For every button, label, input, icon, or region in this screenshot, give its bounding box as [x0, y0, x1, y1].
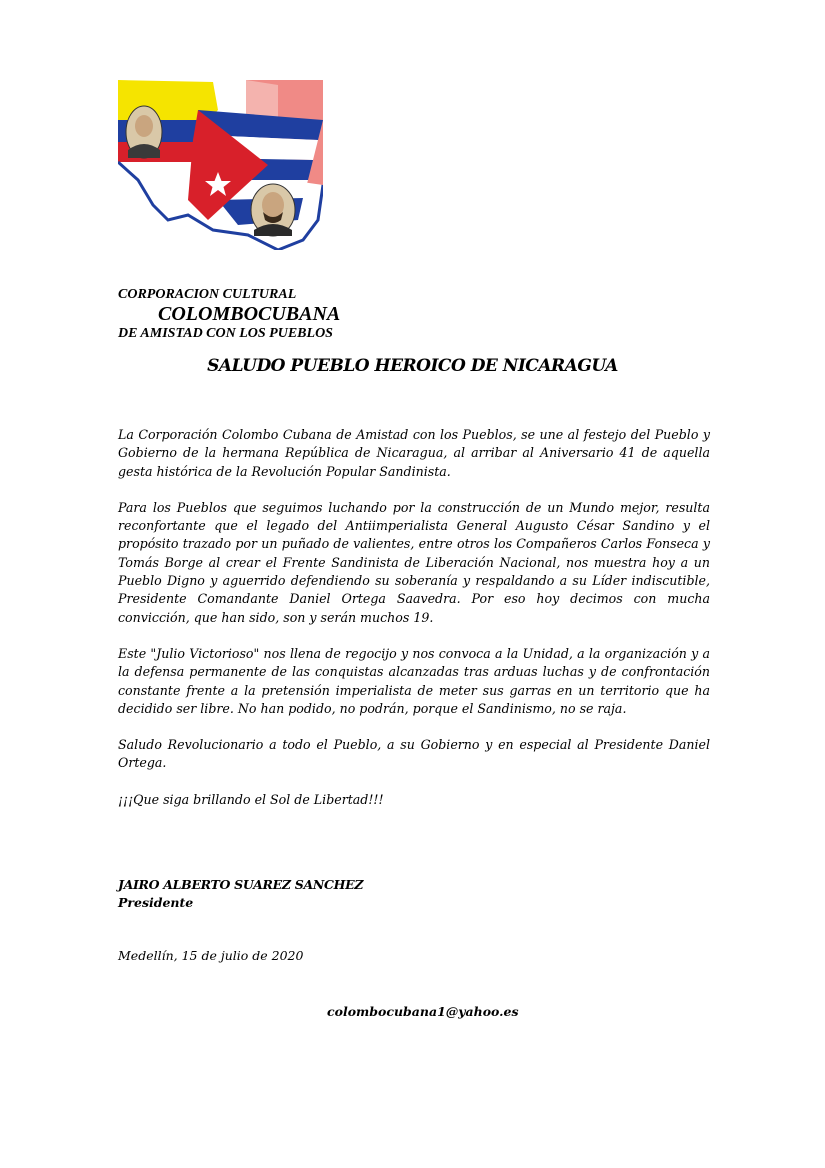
- letter-body: [118, 426, 710, 827]
- contact-email[interactable]: colombocubana1@yahoo.es: [327, 1004, 519, 1019]
- closing-exclamation: ¡¡¡Que siga brillando el Sol de Libertad!!!: [118, 791, 384, 807]
- signature-block: [118, 876, 363, 912]
- place-date: Medellín, 15 de julio de 2020: [118, 948, 304, 963]
- paragraph: La Corporación Colombo Cubana de Amistad con los Pueblos, se une al festejo del Pueblo y Gobierno de la hermana República de Nicaragua, al arribar al Aniversario 41 de aquella gesta histórica de la Revolución Popular Sandinista.: [118, 427, 710, 479]
- paragraph: Este "Julio Victorioso" nos llena de regocijo y nos convoca a la Unidad, a la organización y a la defensa permanente de las conquistas alcanzadas tras arduas luchas y de confrontación constante frente a la pretensión imperialista de meter sus garras en un territorio que ha decidido ser libre. No han podido, no podrán, porque el Sandinismo, no se raja.: [118, 645, 710, 716]
- signer-role: Presidente: [118, 895, 194, 910]
- org-logo: [118, 80, 323, 250]
- paragraph: Para los Pueblos que seguimos luchando por la construcción de un Mundo mejor, resulta reconfortante que el legado del Antiimperialista General Augusto César Sandino y el propósito trazado por un puñado de valientes, entre otros los Compañeros Carlos Fonseca y Tomás Borge al crear el Frente Sandinista de Liberación Nacional, nos muestra hoy a un Pueblo Digno y aguerrido defendiendo su soberanía y respaldando a su Líder indiscutible, Presidente Comandante Daniel Ortega Saavedra. Por eso hoy decimos con mucha convicción, que han sido, son y serán muchos 19.: [118, 499, 710, 625]
- signer-name: JAIRO ALBERTO SUAREZ SANCHEZ: [118, 877, 364, 892]
- org-line-3: DE AMISTAD CON LOS PUEBLOS: [118, 326, 333, 341]
- page-title: SALUDO PUEBLO HEROICO DE NICARAGUA: [207, 356, 618, 376]
- org-line-1: CORPORACION CULTURAL: [118, 287, 297, 302]
- organization-name: [118, 286, 340, 342]
- paragraph: Saludo Revolucionario a todo el Pueblo, a su Gobierno y en especial al Presidente Daniel Ortega.: [118, 737, 710, 771]
- org-line-2: COLOMBOCUBANA: [158, 303, 341, 325]
